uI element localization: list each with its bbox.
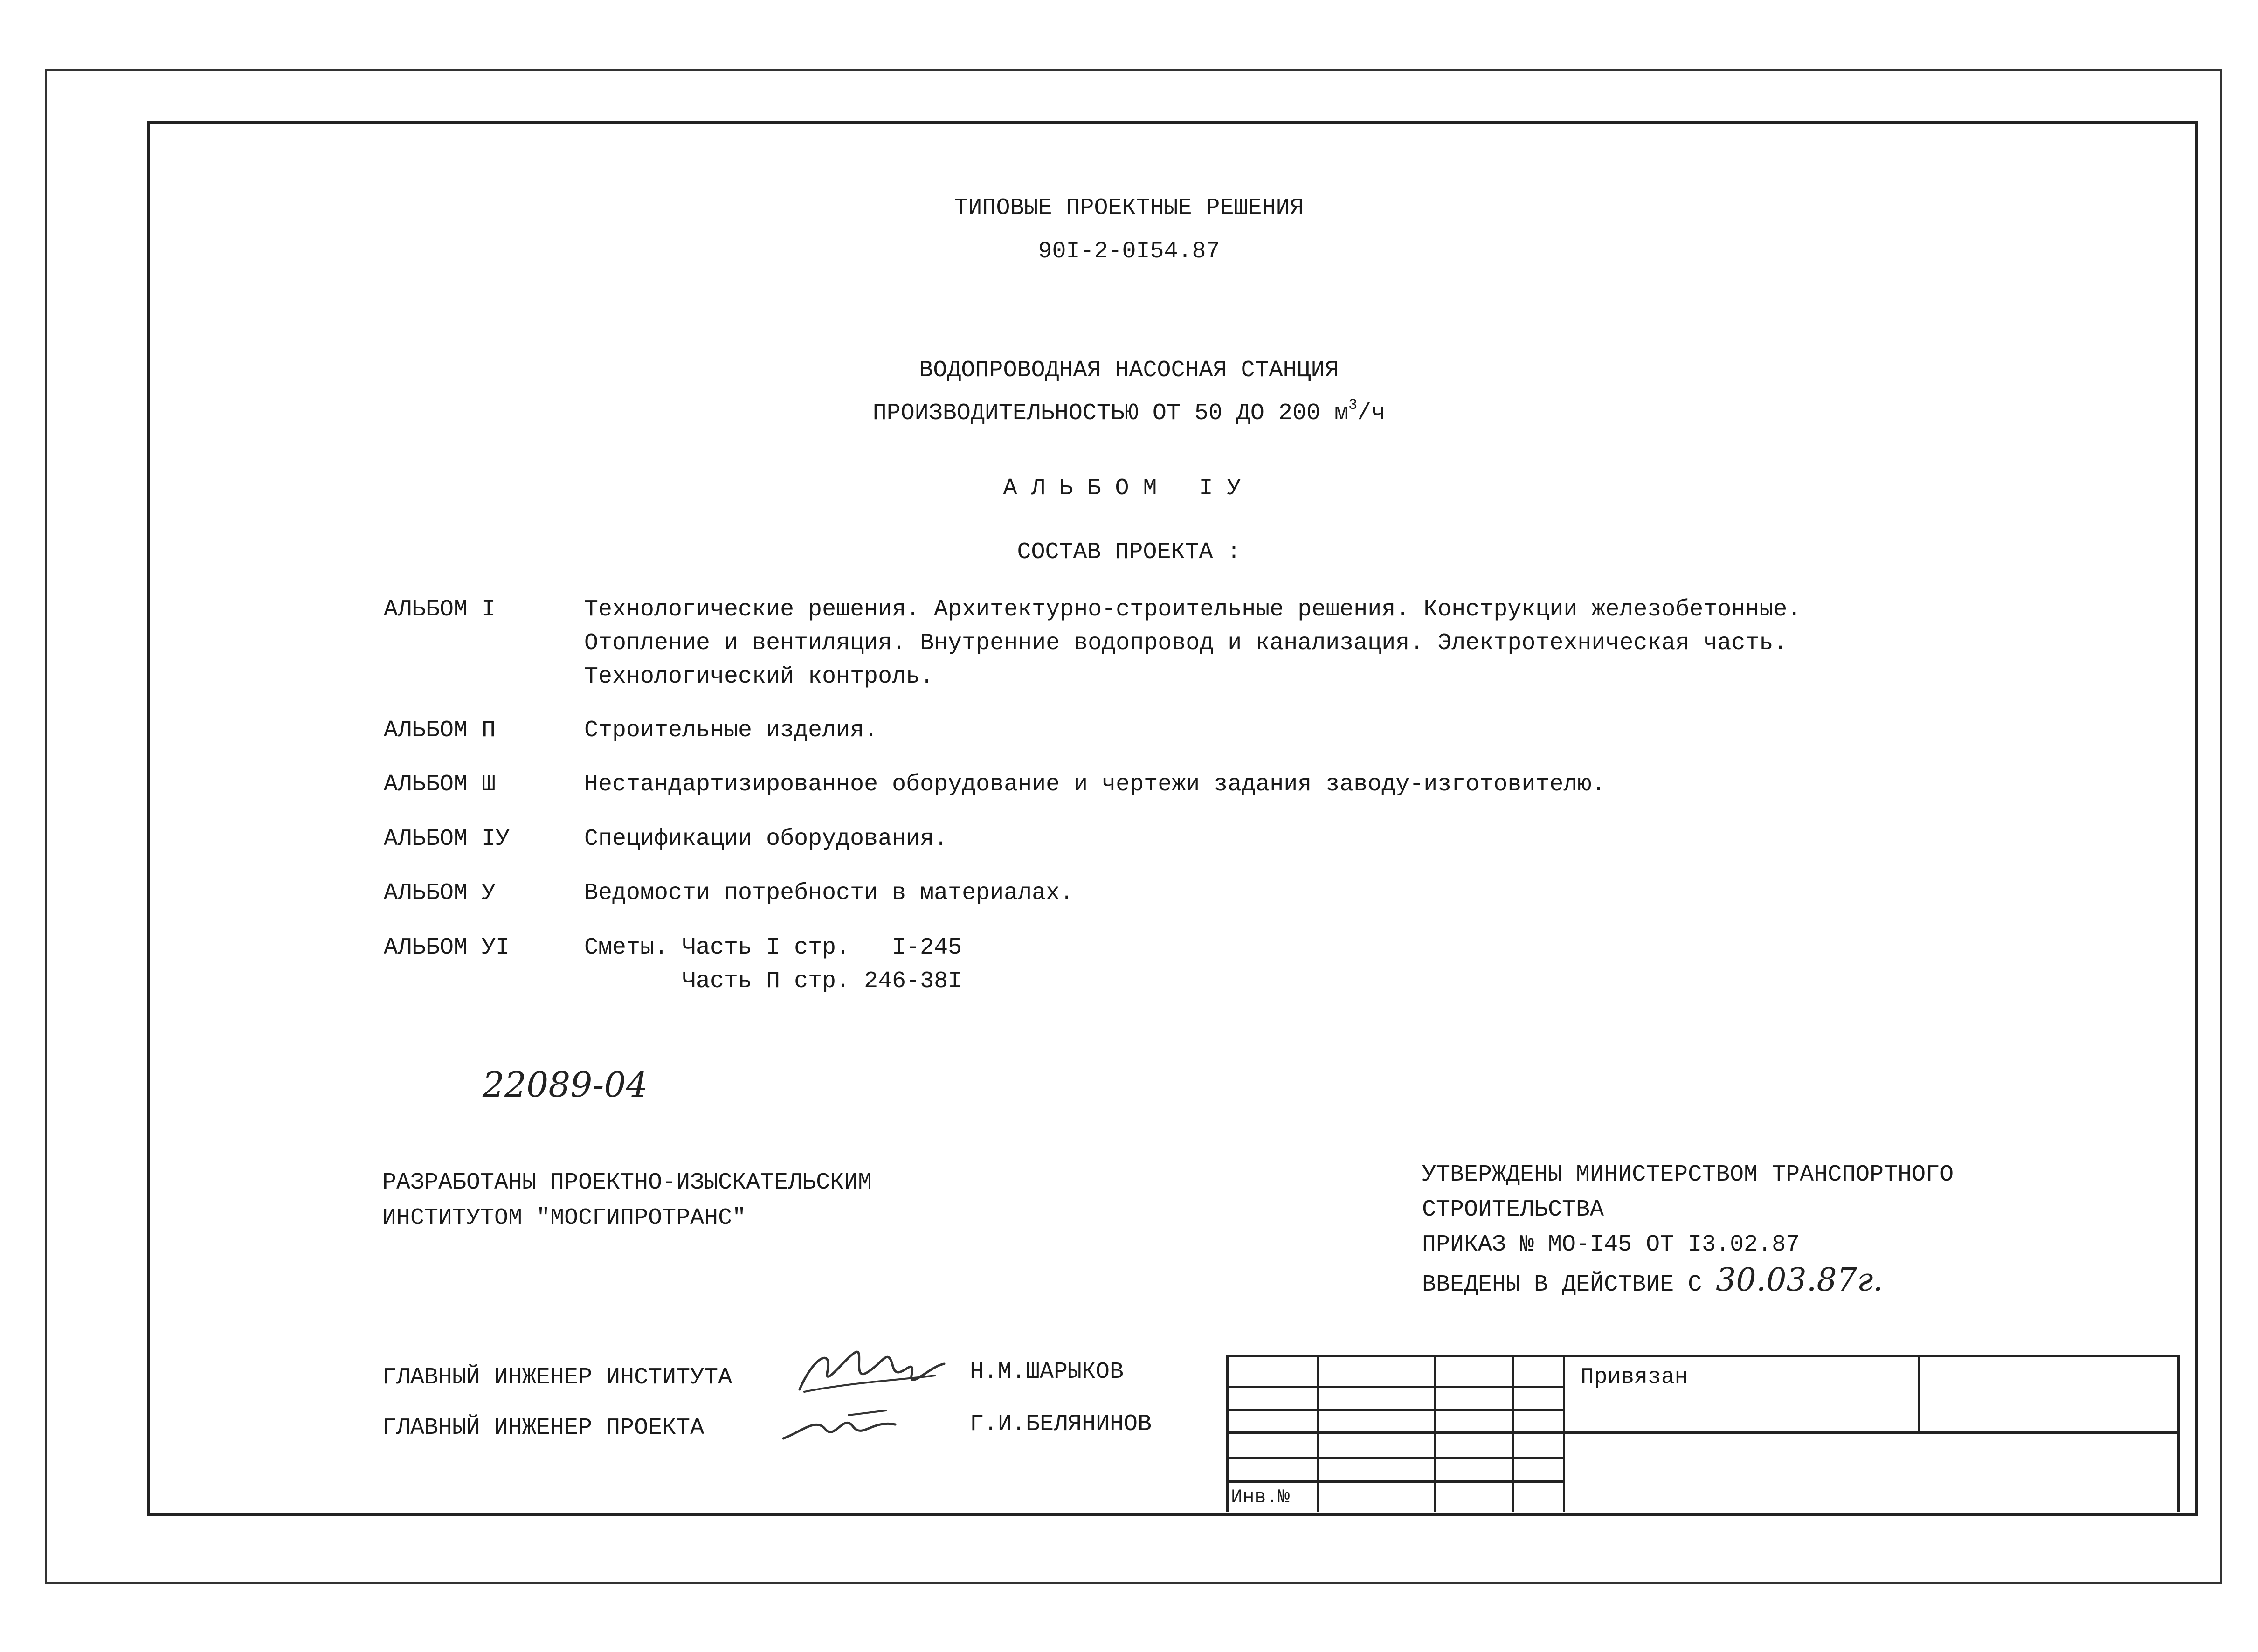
album-3-label: АЛЬБОМ Ш bbox=[384, 771, 496, 798]
unit-superscript: 3 bbox=[1348, 396, 1358, 414]
stamp-grid-line bbox=[1226, 1431, 2180, 1434]
chief-engineer-project-name: Г.И.БЕЛЯНИНОВ bbox=[970, 1411, 1152, 1438]
stamp-bound-label: Привязан bbox=[1581, 1365, 1688, 1390]
project-title-line-2 bbox=[0, 396, 2258, 427]
chief-engineer-project-role: ГЛАВНЫЙ ИНЖЕНЕР ПРОЕКТА bbox=[382, 1415, 704, 1441]
stamp-grid-line bbox=[1226, 1409, 1563, 1411]
album-4-line-1: Спецификации оборудования. bbox=[584, 826, 948, 852]
approval-effective-date: 30.03.87г. bbox=[1716, 1262, 1883, 1299]
album-1-line-3: Технологический контроль. bbox=[584, 664, 934, 690]
album-6-line-1: Сметы. Часть I стр. I-245 bbox=[584, 934, 962, 961]
series-title: ТИПОВЫЕ ПРОЕКТНЫЕ РЕШЕНИЯ bbox=[954, 195, 1304, 221]
chief-engineer-institute-role: ГЛАВНЫЙ ИНЖЕНЕР ИНСТИТУТА bbox=[382, 1364, 732, 1391]
album-2-line-1: Строительные изделия. bbox=[584, 717, 878, 744]
approval-effective-prefix: ВВЕДЕНЫ В ДЕЙСТВИЕ С bbox=[1422, 1272, 1702, 1298]
album-6-line-2: Часть П стр. 246-38I bbox=[584, 968, 962, 995]
chief-engineer-institute-name: Н.М.ШАРЫКОВ bbox=[970, 1359, 1124, 1385]
developer-line-1: РАЗРАБОТАНЫ ПРОЕКТНО-ИЗЫСКАТЕЛЬСКИМ bbox=[382, 1169, 872, 1196]
album-5-line-1: Ведомости потребности в материалах. bbox=[584, 880, 1074, 906]
stamp-grid-line bbox=[1918, 1355, 1920, 1433]
album-2-label: АЛЬБОМ П bbox=[384, 717, 496, 744]
approval-line-1: УТВЕРЖДЕНЫ МИНИСТЕРСТВОМ ТРАНСПОРТНОГО bbox=[1422, 1161, 1954, 1188]
album-6-label: АЛЬБОМ УI bbox=[384, 934, 510, 961]
stamp-grid-line bbox=[1226, 1386, 1563, 1388]
stamp-grid-line bbox=[1226, 1480, 1563, 1483]
stamp-inventory-label: Инв.№ bbox=[1231, 1486, 1290, 1508]
album-3-line-1: Нестандартизированное оборудование и чертежи задания заводу-изготовителю. bbox=[584, 771, 1606, 798]
album-1-line-1: Технологические решения. Архитектурно-строительные решения. Конструкции железобетонные. bbox=[584, 596, 1802, 623]
album-5-label: АЛЬБОМ У bbox=[384, 880, 496, 906]
signature-belyaninov-icon bbox=[779, 1403, 900, 1445]
approval-line-2: СТРОИТЕЛЬСТВА bbox=[1422, 1196, 1604, 1223]
drawing-frame bbox=[147, 121, 2198, 1516]
inventory-code-handwritten: 22089-04 bbox=[483, 1065, 648, 1105]
stamp-grid-line bbox=[1226, 1457, 1563, 1459]
approval-line-4 bbox=[1422, 1262, 1883, 1299]
contents-heading: СОСТАВ ПРОЕКТА : bbox=[1017, 539, 1241, 566]
album-1-line-2: Отопление и вентиляция. Внутренние водопровод и канализация. Электротехническая часть. bbox=[584, 630, 1788, 657]
album-4-label: АЛЬБОМ IУ bbox=[384, 826, 510, 852]
project-title-line-1: ВОДОПРОВОДНАЯ НАСОСНАЯ СТАНЦИЯ bbox=[919, 357, 1339, 384]
album-1-label: АЛЬБОМ I bbox=[384, 596, 496, 623]
capacity-text: ПРОИЗВОДИТЕЛЬНОСТЬЮ ОТ 50 ДО 200 м bbox=[872, 400, 1348, 427]
signature-sharykov-icon bbox=[795, 1338, 949, 1399]
series-number: 90I-2-0I54.87 bbox=[1038, 238, 1220, 265]
capacity-unit-suffix: /ч bbox=[1357, 400, 1386, 427]
developer-line-2: ИНСТИТУТОМ "МОСГИПРОТРАНС" bbox=[382, 1205, 746, 1231]
album-label: АЛЬБОМ IУ bbox=[1003, 475, 1255, 502]
approval-line-3: ПРИКАЗ № МО-I45 ОТ I3.02.87 bbox=[1422, 1231, 1800, 1258]
